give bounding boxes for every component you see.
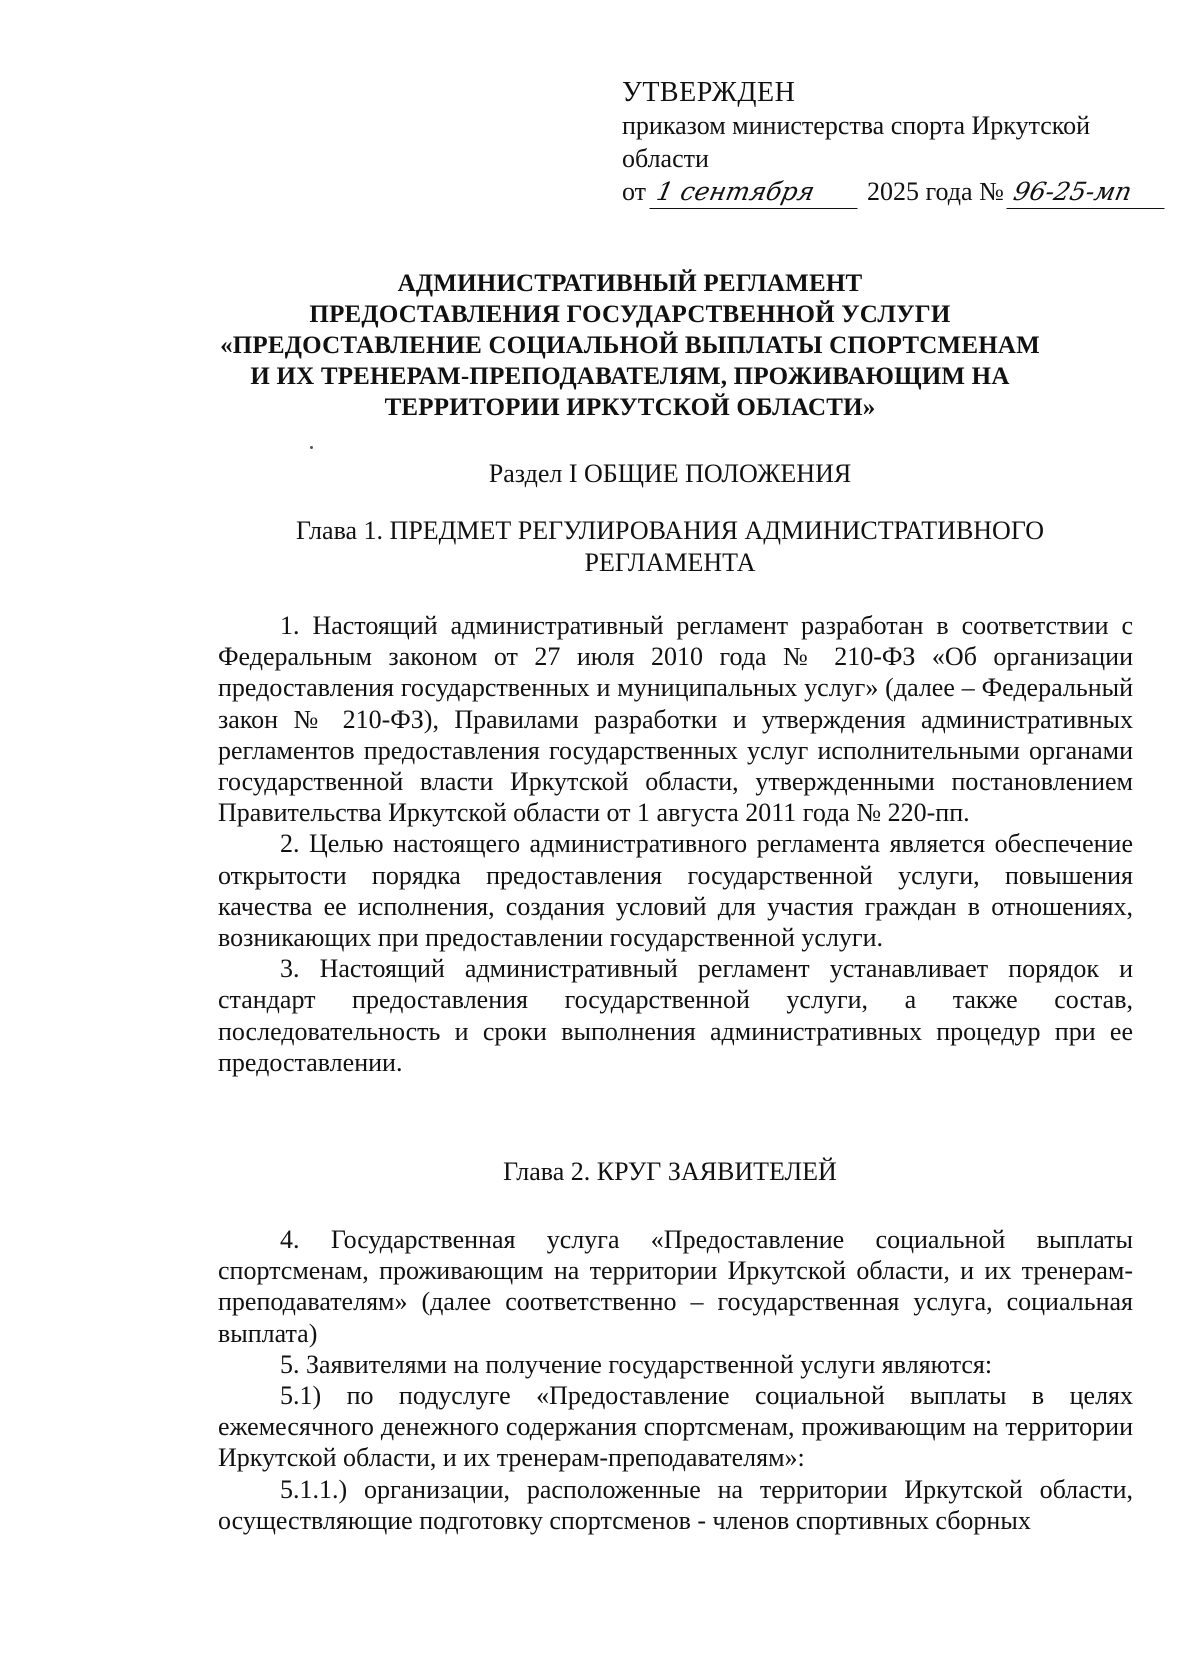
title-line-4: И ИХ ТРЕНЕРАМ-ПРЕПОДАВАТЕЛЯМ, ПРОЖИВАЮЩИМ НА bbox=[250, 363, 1010, 390]
approval-order-line: приказом министерства спорта Иркутской bbox=[622, 111, 1091, 140]
section-heading: Раздел I ОБЩИЕ ПОЛОЖЕНИЯ bbox=[488, 459, 852, 488]
handwritten-date: 1 сентября bbox=[649, 175, 864, 209]
approval-region-line: области bbox=[622, 144, 709, 173]
chapter-2-heading: Глава 2. КРУГ ЗАЯВИТЕЛЕЙ bbox=[503, 1157, 837, 1186]
handwritten-order-number: 96-25-мп bbox=[1007, 175, 1172, 209]
paragraph-5: 5. Заявителями на получение государственной услуги являются: bbox=[280, 1349, 993, 1379]
chapter-2-body bbox=[218, 1224, 1133, 1536]
paragraph-5-1: 5.1) по подуслуге «Предоставление социальной выплаты в целях ежемесячного денежного содержания спортсменам, проживающим на территории Иркутской области, и их тренерам-преподавателям»: bbox=[218, 1381, 1133, 1473]
paragraph-1: 1. Настоящий административный регламент разработан в соответствии с Федеральным законом от 27 июля 2010 года № 210-ФЗ «Об организации предоставления государственных и муниципальных услуг» (далее – Федеральный закон № 210-ФЗ), Правилами разработки и утверждения административных регламентов предоставления государственных услуг исполнительными органами государственной власти Иркутской области, утвержденными постановлением Правительства Иркутской области от 1 августа 2011 года № 220-пп. bbox=[218, 611, 1133, 828]
title-line-5: ТЕРРИТОРИИ ИРКУТСКОЙ ОБЛАСТИ» bbox=[384, 394, 876, 421]
paragraph-2: 2. Целью настоящего административного регламента является обеспечение открытости порядка предоставления государственной услуги, повышения качества ее исполнения, создания условий для участия граждан в отношениях, возникающих при предоставлении государственной услуги. bbox=[218, 829, 1133, 953]
title-line-2: ПРЕДОСТАВЛЕНИЯ ГОСУДАРСТВЕННОЙ УСЛУГИ bbox=[309, 301, 951, 328]
approval-title: УТВЕРЖДЕН bbox=[622, 77, 796, 108]
title-line-3: «ПРЕДОСТАВЛЕНИЕ СОЦИАЛЬНОЙ ВЫПЛАТЫ СПОРТСМЕНАМ bbox=[220, 332, 1040, 359]
chapter-1-heading bbox=[220, 515, 1120, 579]
chapter-1-body bbox=[218, 610, 1133, 1078]
paragraph-3: 3. Настоящий административный регламент устанавливает порядок и стандарт предоставления государственной услуги, а также состав, последовательность и сроки выполнения административных процедур при ее предоставлении. bbox=[218, 954, 1133, 1077]
approval-block bbox=[622, 76, 1182, 209]
paragraph-4: 4. Государственная услуга «Предоставление социальной выплаты спортсменам, проживающим на территории Иркутской области, и их тренерам-преподавателям» (далее соответственно – государственная услуга, социальная выплата) bbox=[218, 1225, 1133, 1348]
document-title bbox=[180, 268, 1080, 423]
scan-speck bbox=[310, 446, 313, 449]
chapter-1-heading-line-2: РЕГЛАМЕНТА bbox=[584, 548, 756, 577]
chapter-1-heading-line-1: Глава 1. ПРЕДМЕТ РЕГУЛИРОВАНИЯ АДМИНИСТРАТИВНОГО bbox=[295, 516, 1044, 545]
approval-year-text: 2025 года № bbox=[867, 177, 1004, 206]
paragraph-5-1-1: 5.1.1.) организации, расположенные на территории Иркутской области, осуществляющие подготовку спортсменов - членов спортивных сборных bbox=[218, 1474, 1133, 1535]
approval-from-label: от bbox=[622, 177, 647, 206]
approval-date-line bbox=[622, 175, 1182, 209]
title-line-1: АДМИНИСТРАТИВНЫЙ РЕГЛАМЕНТ bbox=[397, 270, 863, 297]
